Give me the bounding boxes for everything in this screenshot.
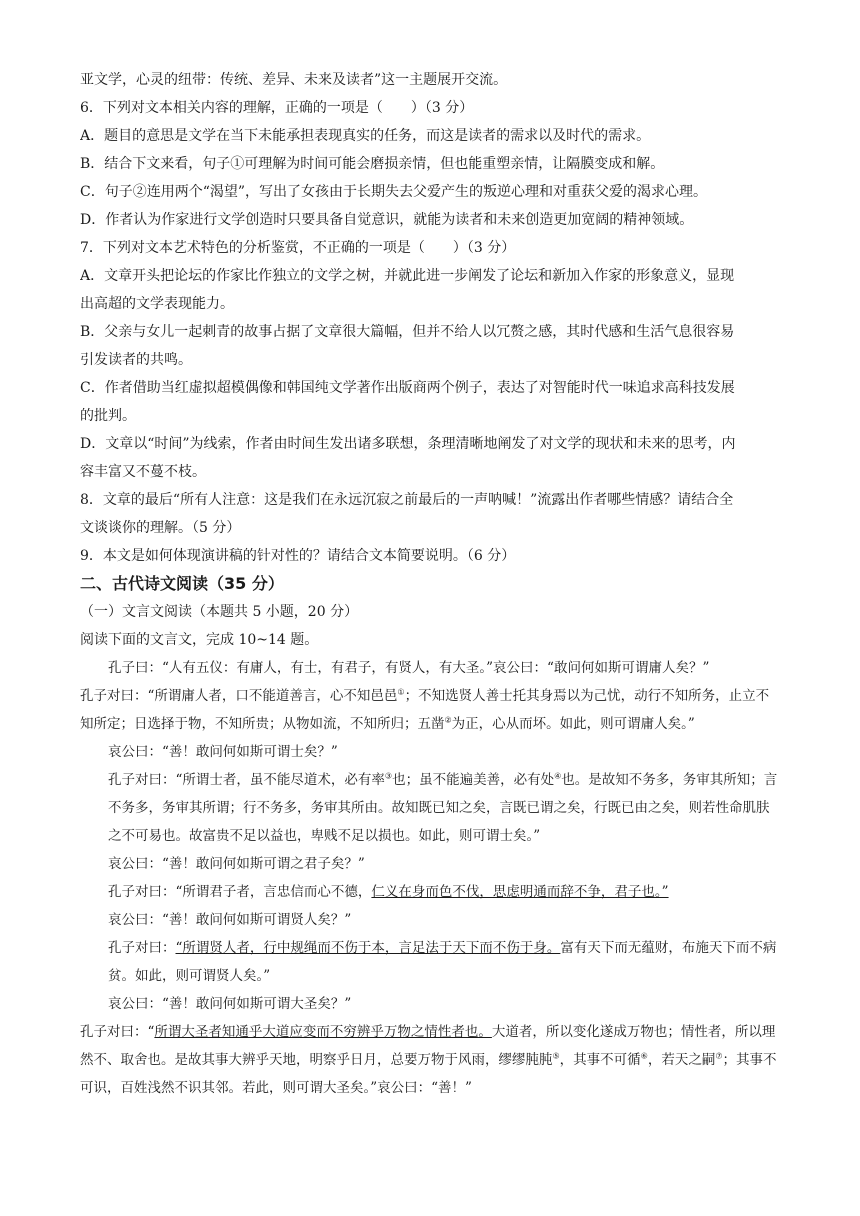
passage-para-6 [80,878,780,906]
p4-text-c: 也。是故知不务多，务审其所知；言不务多，务审其所谓；行不务多，务审其所由。故知既已知之矣，言既已谓之矣，行既已由之矣，则若性命肌肤之不可易也。故富贵不足以益也，卑贱不足以损也。如此，则可谓士矣。” [108,772,778,844]
subsection-1-title: （一）文言文阅读（本题共 5 小题，20 分） [80,604,359,620]
passage-para-9: 哀公曰：“善！敢问何如斯可谓大圣矣？” [108,996,352,1012]
passage-para-7: 哀公曰：“善！敢问何如斯可谓贤人矣？” [108,912,352,928]
q7-option-d-line1: D．文章以“时间”为线索，作者由时间生发出诸多联想，条理清晰地阐发了对文学的现状和未来的思考，内 [80,436,736,452]
reading-instruction: 阅读下面的文言文，完成 10~14 题。 [80,632,319,648]
q7-option-b-line1: B．父亲与女儿一起刺青的故事占据了文章很大篇幅，但并不给人以冗赘之感，其时代感和生活气息很容易 [80,324,735,340]
passage-para-3: 哀公曰：“善！敢问何如斯可谓士矣？” [108,744,338,760]
intro-continuation: 亚文学，心灵的纽带：传统、差异、未来及读者”这一主题展开交流。 [80,72,508,88]
passage-para-1: 孔子曰：“人有五仪：有庸人，有士，有君子，有贤人，有大圣。”哀公曰：“敢问何如斯可谓庸人矣？” [108,660,710,676]
p10-text-d: ，其事不可循 [559,1052,641,1068]
passage-para-5: 哀公曰：“善！敢问何如斯可谓之君子矣？” [108,856,365,872]
classical-passage [80,654,780,1102]
p8-text-a: 孔子对曰： [108,940,176,956]
p4-text-b: 也；虽不能遍美善，必有处 [392,772,555,788]
footnote-mark-6: ⑥ [640,1051,648,1061]
passage-para-8 [80,934,780,990]
p8-underlined: “所谓贤人者，行中规绳而不伤于本，言足法于天下而不伤于身。 [175,940,561,956]
q6-option-c: C．句子②连用两个“渴望”，写出了女孩由于长期失去父爱产生的叛逆心理和对重获父爱的渴求心理。 [80,184,708,200]
footnote-mark-2: ② [444,715,452,725]
p2-text-a: 孔子对曰：“所谓庸人者，口不能道善言，心不知邑邑 [80,688,398,704]
p2-text-c: 为正，心从而坏。如此，则可谓庸人矣。” [451,716,695,732]
q6-option-d: D．作者认为作家进行文学创造时只要具备自觉意识，就能为读者和未来创造更加宽阔的精神领域。 [80,212,694,228]
question-8-line2: 文谈谈你的理解。（5 分） [80,520,241,536]
p8-text-c: 富有天下而无蕴财，布施天下而不病贫。如此，则可谓贤人矣。” [108,940,777,984]
q7-option-c-line2: 的批判。 [80,408,136,424]
q7-option-a-line1: A．文章开头把论坛的作家比作独立的文学之树，并就此进一步阐发了论坛和新加入作家的形象意义，显现 [80,268,735,284]
footnote-mark-1: ① [397,687,405,697]
question-6-stem: 6．下列对文本相关内容的理解，正确的一项是（ ）（3 分） [80,100,474,116]
p10-text-a: 孔子对曰：“ [80,1024,155,1040]
footnote-mark-5: ⑤ [552,1051,560,1061]
p4-text-a: 孔子对曰：“所谓士者，虽不能尽道术，必有率 [108,772,385,788]
footnote-mark-3: ③ [384,771,393,781]
q6-option-a: A．题目的意思是文学在当下未能承担表现真实的任务，而这是读者的需求以及时代的需求。 [80,128,651,144]
footnote-mark-4: ④ [554,771,562,781]
q7-option-b-line2: 引发读者的共鸣。 [80,352,192,368]
question-8-line1: 8．文章的最后“所有人注意：这是我们在永远沉寂之前最后的一声呐喊！”流露出作者哪些情感？请结合全 [80,492,734,508]
q7-option-c-line1: C．作者借助当红虚拟超模偶像和韩国纯文学著作出版商两个例子，表达了对智能时代一味追求高科技发展 [80,380,735,396]
q6-option-b: B．结合下文来看，句子①可理解为时间可能会磨损亲情，但也能重塑亲情，让隔膜变成和解。 [80,156,665,172]
exam-text [80,66,780,1102]
p6-text-a: 孔子对曰：“所谓君子者，言忠信而心不德， [108,884,372,900]
q7-option-d-line2: 容丰富又不蔓不枝。 [80,464,206,480]
p10-text-f: ；其事不可识，百姓浅然不识其邻。若此，则可谓大圣矣。”哀公曰：“善！” [80,1052,777,1096]
q7-option-a-line2: 出高超的文学表现能力。 [80,296,234,312]
passage-para-2 [80,682,780,738]
question-9: 9．本文是如何体现演讲稿的针对性的？请结合文本简要说明。（6 分） [80,548,516,564]
section-2-title: 二、古代诗文阅读（35 分） [80,574,284,593]
p10-text-e: ，若天之嗣 [647,1052,716,1068]
p2-text-b: ；不知选贤人善士托其身焉以为己忧，动行不知所务，止立不知所定；日选择于物，不知所贵；从物如流，不知所归；五凿 [80,688,770,732]
p6-underlined: 仁义在身而色不伐，思虑明通而辞不争，君子也。” [371,884,669,900]
footnote-mark-7: ⑦ [715,1051,723,1061]
p10-text-c: 大道者，所以变化遂成万物也；情性者，所以理然不、取舍也。是故其事大辨乎天地，明察乎日月，总要万物于风雨，缪缪肫肫 [80,1024,776,1068]
passage-para-4 [80,766,780,850]
question-7-stem: 7．下列对文本艺术特色的分析鉴赏，不正确的一项是（ ）（3 分） [80,240,516,256]
passage-para-10 [80,1018,780,1102]
p10-underlined: 所谓大圣者知通乎大道应变而不穷辨乎万物之情性者也。 [154,1024,492,1040]
